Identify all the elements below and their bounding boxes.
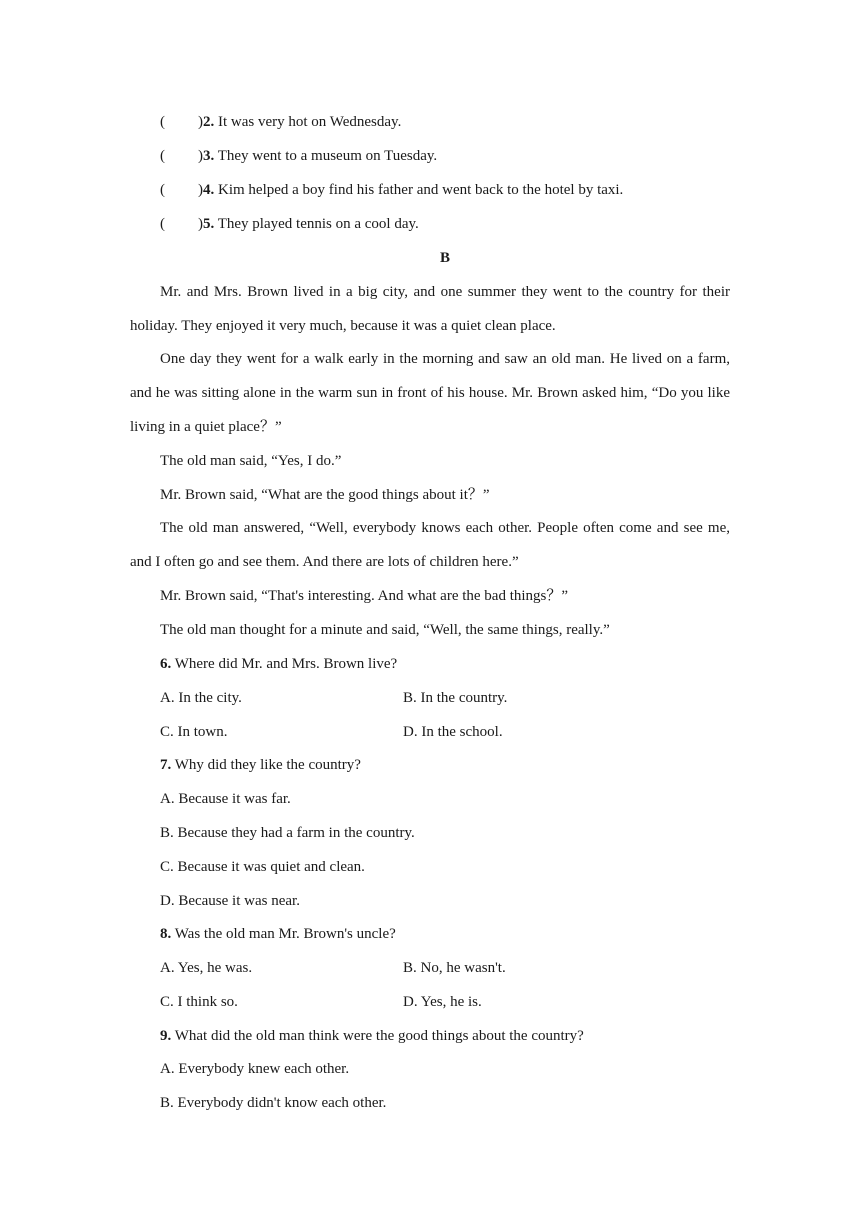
passage-line: and he was sitting alone in the warm sun in front of his house. Mr. Brown asked him, “Do you like [130, 385, 730, 401]
item-text: They played tennis on a cool day. [214, 216, 419, 232]
item-number: 5. [203, 216, 215, 232]
passage-line: Mr. Brown said, “That's interesting. And what are the bad things？” [160, 588, 569, 604]
option-a[interactable]: A. Because it was far. [160, 791, 291, 807]
passage-line: One day they went for a walk early in the morning and saw an old man. He lived on a farm, [160, 351, 730, 367]
question-stem: Why did they like the country? [171, 757, 361, 773]
item-text: It was very hot on Wednesday. [214, 114, 402, 130]
question-8 [160, 924, 396, 944]
passage-line: and I often go and see them. And there are lots of children here.” [130, 554, 519, 570]
option-c[interactable]: C. Because it was quiet and clean. [160, 859, 365, 875]
item-text: They went to a museum on Tuesday. [214, 148, 438, 164]
option-a[interactable]: A. Everybody knew each other. [160, 1061, 350, 1077]
item-text: Kim helped a boy find his father and went back to the hotel by taxi. [214, 182, 624, 198]
passage-line: Mr. Brown said, “What are the good things about it？” [160, 487, 490, 503]
question-stem: Where did Mr. and Mrs. Brown live? [171, 656, 398, 672]
question-7 [160, 755, 361, 775]
question-number: 8. [160, 926, 172, 942]
tf-item-2: ( )2. It was very hot on Wednesday. [160, 114, 402, 130]
passage-line: Mr. and Mrs. Brown lived in a big city, and one summer they went to the country for their [160, 284, 730, 300]
item-number: 4. [203, 182, 215, 198]
question-9 [160, 1026, 584, 1046]
option-b[interactable]: B. Because they had a farm in the country. [160, 825, 415, 841]
answer-blank[interactable]: ( [160, 216, 165, 232]
option-d[interactable]: D. Yes, he is. [403, 994, 482, 1010]
passage-line: The old man answered, “Well, everybody knows each other. People often come and see me, [160, 520, 730, 536]
option-c[interactable]: C. In town. [160, 724, 228, 740]
option-b[interactable]: B. In the country. [403, 690, 508, 706]
option-b[interactable]: B. Everybody didn't know each other. [160, 1095, 387, 1111]
option-d[interactable]: D. Because it was near. [160, 893, 300, 909]
answer-blank[interactable]: ( [160, 182, 165, 198]
tf-item-3: ( )3. They went to a museum on Tuesday. [160, 148, 438, 164]
answer-blank[interactable]: ( [160, 114, 165, 130]
option-a[interactable]: A. In the city. [160, 690, 242, 706]
passage-line: The old man said, “Yes, I do.” [160, 453, 342, 469]
passage-line: The old man thought for a minute and said, “Well, the same things, really.” [160, 622, 610, 638]
option-c[interactable]: C. I think so. [160, 994, 238, 1010]
passage-line: living in a quiet place？” [130, 419, 282, 435]
question-6 [160, 654, 397, 674]
question-stem: Was the old man Mr. Brown's uncle? [171, 926, 396, 942]
option-b[interactable]: B. No, he wasn't. [403, 960, 506, 976]
question-number: 6. [160, 656, 172, 672]
tf-item-5: ( )5. They played tennis on a cool day. [160, 216, 419, 232]
tf-item-4: ( )4. Kim helped a boy find his father and went back to the hotel by taxi. [160, 182, 624, 198]
question-number: 9. [160, 1028, 172, 1044]
answer-blank[interactable]: ( [160, 148, 165, 164]
passage-line: holiday. They enjoyed it very much, because it was a quiet clean place. [130, 318, 556, 334]
option-d[interactable]: D. In the school. [403, 724, 503, 740]
question-stem: What did the old man think were the good things about the country? [171, 1028, 584, 1044]
item-number: 3. [203, 148, 215, 164]
option-a[interactable]: A. Yes, he was. [160, 960, 253, 976]
question-number: 7. [160, 757, 172, 773]
section-heading: B [439, 250, 450, 266]
item-number: 2. [203, 114, 215, 130]
